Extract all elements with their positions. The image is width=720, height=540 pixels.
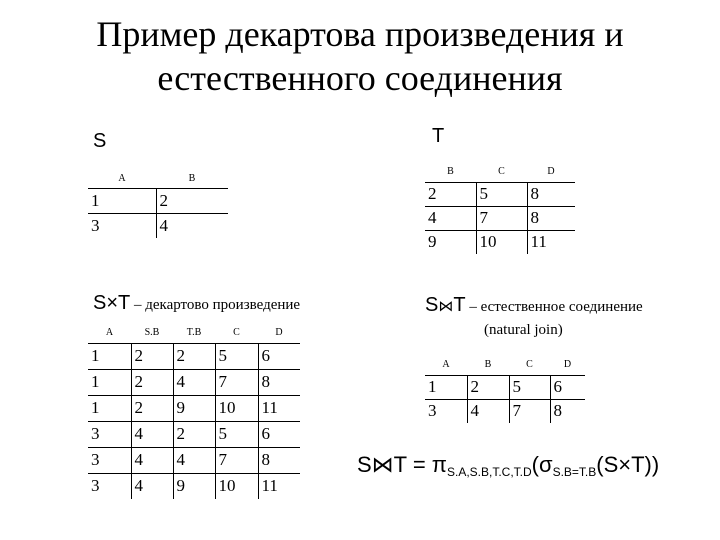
- table-cell: 2: [425, 182, 476, 206]
- natural-join-table: [425, 355, 585, 423]
- table-cell: 10: [215, 473, 258, 499]
- formula-equals: =: [406, 452, 432, 477]
- table-cell: 4: [467, 399, 509, 423]
- table-cell: 10: [476, 230, 527, 254]
- table-cell: 3: [425, 399, 467, 423]
- table-row: [425, 182, 575, 206]
- table-cell: 8: [530, 208, 539, 227]
- table-cell: 11: [530, 232, 547, 252]
- table-cell: 5: [215, 343, 258, 369]
- table-cell: 3: [88, 447, 131, 473]
- table-cell: 10: [215, 395, 258, 421]
- column-header: A: [442, 359, 450, 371]
- join-operator: ⋈: [438, 298, 454, 315]
- table-cell: 2: [131, 369, 173, 395]
- relation-t-table: [425, 162, 575, 254]
- table-row: [88, 343, 300, 369]
- table-cell: 3: [88, 473, 131, 499]
- table-row: [88, 395, 300, 421]
- column-header: C: [526, 359, 533, 371]
- natural-join-formula: [357, 452, 659, 479]
- column-header: B: [188, 173, 196, 185]
- natural-join-caption: – естественное соединение: [465, 299, 643, 315]
- column-header: C: [233, 327, 240, 339]
- table-cell: 3: [88, 213, 156, 238]
- table-cell: 2: [131, 343, 173, 369]
- cross-operator: ×: [106, 292, 119, 314]
- table-row: [88, 188, 228, 213]
- table-cell: 9: [173, 395, 215, 421]
- projection-symbol: π: [431, 452, 447, 477]
- column-header: T.B: [186, 327, 202, 339]
- table-row: [88, 473, 300, 499]
- table-cell: 4: [131, 473, 173, 499]
- relation-s-label: S: [93, 130, 107, 152]
- column-header: A: [105, 327, 114, 339]
- cross-product-label: [93, 292, 300, 315]
- formula-lhs: S⋈T: [357, 452, 407, 477]
- formula-open-paren: (: [531, 452, 539, 477]
- table-cell: 4: [159, 215, 168, 235]
- table-cell: 7: [476, 206, 527, 230]
- table-cell: 4: [425, 206, 476, 230]
- table-row: [88, 447, 300, 473]
- cross-product-table: [88, 323, 300, 499]
- natural-join-subcaption: (natural join): [484, 322, 563, 338]
- table-cell: 11: [261, 398, 278, 417]
- join-t-symbol: T: [453, 294, 466, 316]
- table-cell: 1: [88, 188, 156, 213]
- table-cell: 1: [88, 369, 131, 395]
- table-cell: 7: [509, 399, 550, 423]
- table-cell: 1: [88, 343, 131, 369]
- selection-subscript: S.B=T.B: [552, 465, 597, 479]
- table-cell: 6: [261, 346, 270, 365]
- table-cell: 8: [261, 372, 270, 391]
- column-header: A: [118, 173, 126, 185]
- table-cell: 7: [215, 369, 258, 395]
- table-cell: 11: [261, 476, 278, 496]
- table-row: [425, 230, 575, 254]
- table-cell: 4: [131, 447, 173, 473]
- table-cell: 5: [476, 182, 527, 206]
- table-cell: 2: [467, 375, 509, 399]
- table-cell: 5: [215, 421, 258, 447]
- table-cell: 9: [173, 473, 215, 499]
- table-row: [88, 421, 300, 447]
- relation-s-table: [88, 170, 228, 238]
- table-cell: 6: [261, 424, 270, 443]
- column-header: B: [447, 166, 454, 178]
- table-cell: 7: [215, 447, 258, 473]
- cross-t-symbol: T: [118, 292, 131, 314]
- table-row: [425, 375, 585, 399]
- column-header: D: [563, 359, 572, 371]
- projection-subscript: S.A,S.B,T.C,T.D: [446, 465, 532, 479]
- table-cell: 1: [425, 375, 467, 399]
- table-row: [88, 213, 228, 238]
- table-row: [88, 369, 300, 395]
- column-header: B: [484, 359, 492, 371]
- column-header: D: [547, 166, 555, 178]
- table-cell: 2: [159, 190, 168, 210]
- table-cell: 5: [509, 375, 550, 399]
- formula-inner: (S×T)): [596, 452, 660, 477]
- table-cell: 2: [173, 343, 215, 369]
- selection-symbol: σ: [539, 452, 553, 477]
- column-header: S.B: [144, 327, 160, 339]
- table-cell: 1: [88, 395, 131, 421]
- table-cell: 4: [173, 447, 215, 473]
- table-cell: 9: [425, 230, 476, 254]
- table-row: [425, 206, 575, 230]
- page-title: [0, 12, 720, 100]
- table-cell: 2: [173, 421, 215, 447]
- natural-join-label: [425, 294, 643, 317]
- table-cell: 4: [131, 421, 173, 447]
- table-cell: 8: [553, 401, 562, 421]
- relation-t-label: T: [432, 125, 445, 147]
- join-s-symbol: S: [425, 294, 439, 316]
- table-cell: 8: [530, 184, 539, 203]
- column-header: D: [275, 327, 283, 339]
- table-cell: 2: [131, 395, 173, 421]
- table-cell: 8: [261, 450, 270, 469]
- table-cell: 3: [88, 421, 131, 447]
- cross-s-symbol: S: [93, 292, 107, 314]
- table-row: [425, 399, 585, 423]
- title-line-2: естественного соединения: [157, 58, 563, 98]
- cross-product-caption: – декартово произведение: [130, 297, 301, 313]
- column-header: C: [498, 166, 505, 178]
- title-line-1: Пример декартова произведения и: [96, 14, 624, 54]
- table-cell: 4: [173, 369, 215, 395]
- table-cell: 6: [553, 377, 562, 396]
